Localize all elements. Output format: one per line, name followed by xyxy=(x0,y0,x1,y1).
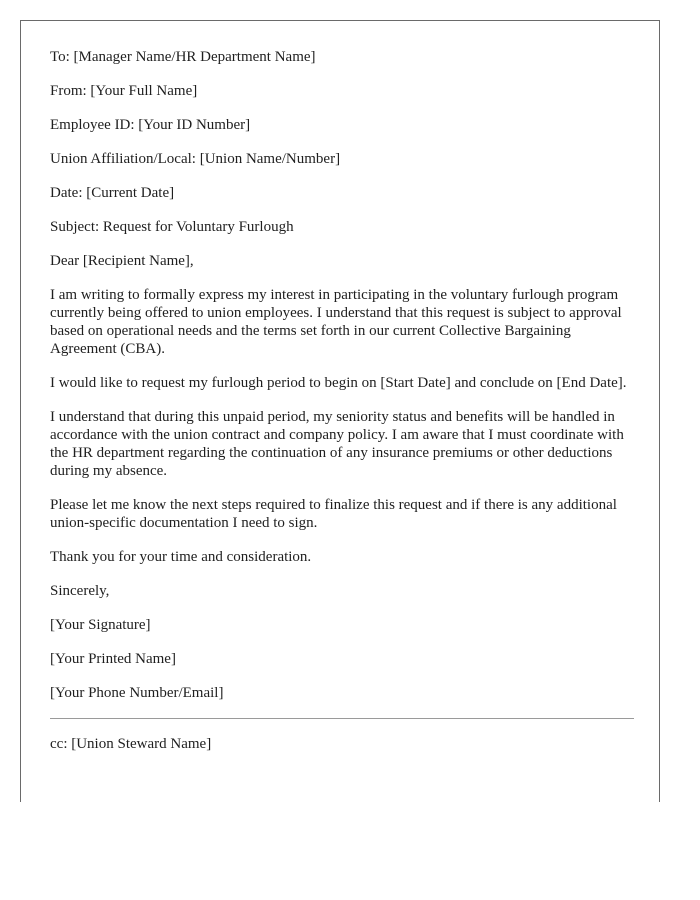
salutation: Dear [Recipient Name], xyxy=(50,253,194,269)
paragraph-dates: I would like to request my furlough period to begin on [Start Date] and conclude on [End Date]. xyxy=(50,375,627,391)
paragraph-next-steps: Please let me know the next steps required to finalize this request and if there is any additional union-specific documentation I need to sign. xyxy=(50,497,617,531)
cc-line: cc: [Union Steward Name] xyxy=(50,736,212,752)
paragraph-thanks: Thank you for your time and consideration. xyxy=(50,549,312,565)
closing: Sincerely, xyxy=(50,583,110,599)
date-line: Date: [Current Date] xyxy=(50,185,175,201)
printed-name-placeholder: [Your Printed Name] xyxy=(50,651,176,667)
from-line: From: [Your Full Name] xyxy=(50,83,198,99)
subject-line: Subject: Request for Voluntary Furlough xyxy=(50,219,294,235)
cc-divider xyxy=(50,718,634,719)
letter-page xyxy=(20,20,660,802)
signature-placeholder: [Your Signature] xyxy=(50,617,151,633)
contact-placeholder: [Your Phone Number/Email] xyxy=(50,685,224,701)
paragraph-seniority-benefits: I understand that during this unpaid period, my seniority status and benefits will be handled in accordance with the union contract and company policy. I am aware that I must coordinate with the HR department regarding the continuation of any insurance premiums or other deductions during my absence. xyxy=(50,409,624,479)
to-line: To: [Manager Name/HR Department Name] xyxy=(50,49,316,65)
employee-id-line: Employee ID: [Your ID Number] xyxy=(50,117,251,133)
union-affiliation-line: Union Affiliation/Local: [Union Name/Number] xyxy=(50,151,341,167)
paragraph-interest: I am writing to formally express my interest in participating in the voluntary furlough program currently being offered to union employees. I understand that this request is subject to approval based on operational needs and the terms set forth in our current Collective Bargaining Agreement (CBA). xyxy=(50,287,622,357)
letter-content xyxy=(50,48,635,753)
